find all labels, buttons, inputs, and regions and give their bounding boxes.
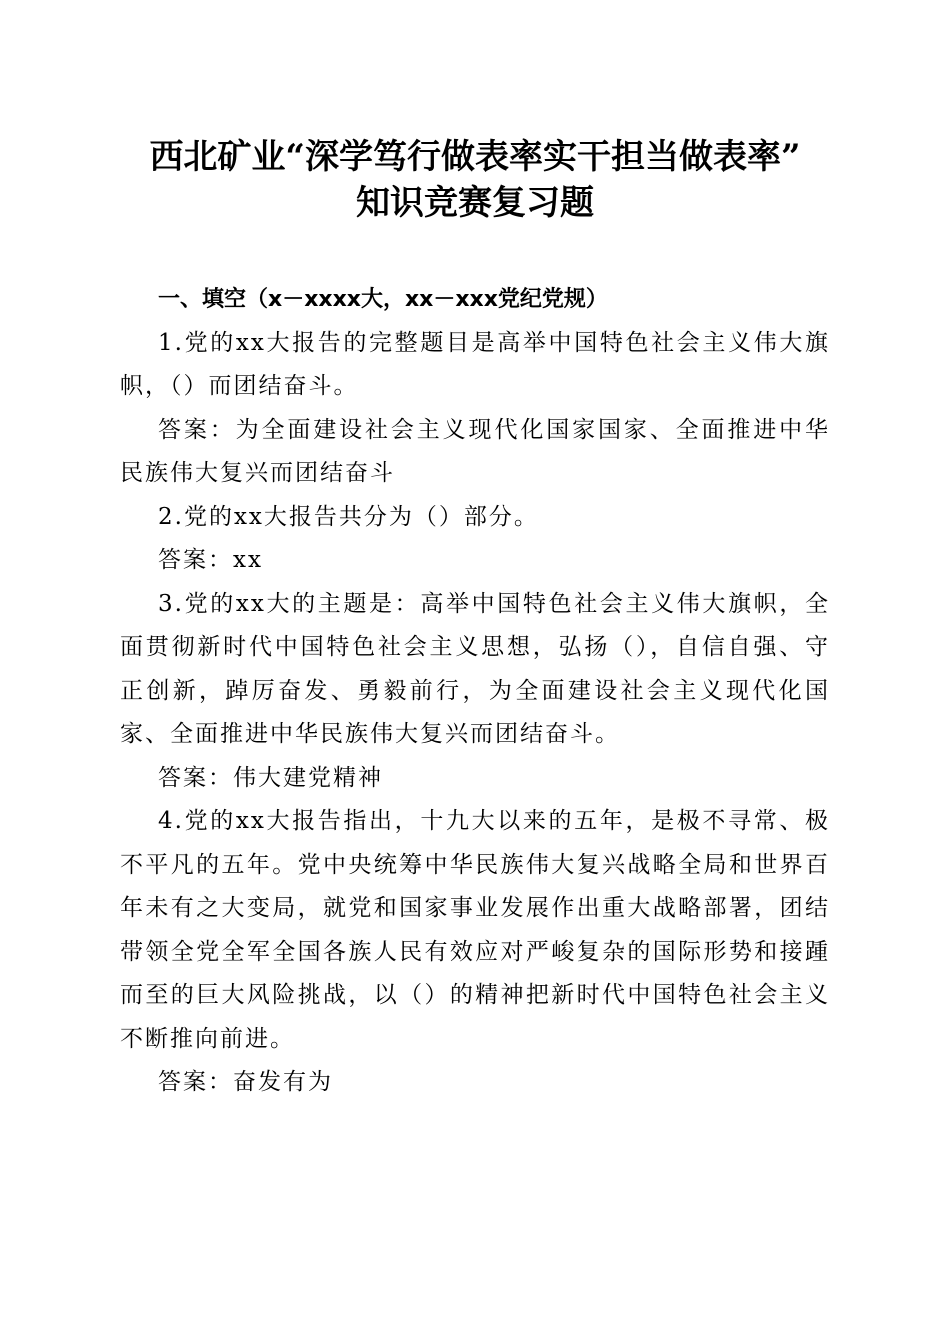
question-1: 1.党的xx大报告的完整题目是高举中国特色社会主义伟大旗帜，（）而团结奋斗。 xyxy=(120,329,830,399)
title-line-1: 西北矿业“深学笃行做表率实干担当做表率” xyxy=(149,137,801,177)
answer-4: 答案：奋发有为 xyxy=(158,1069,333,1095)
question-3: 3.党的xx大的主题是：高举中国特色社会主义伟大旗帜，全面贯彻新时代中国特色社会主义思想，弘扬（），自信自强、守正创新，踔厉奋发、勇毅前行，为全面建设社会主义现代化国家、全面推进中华民族伟大复兴而团结奋斗。 xyxy=(120,590,830,747)
answer-1: 答案：为全面建设社会主义现代化国家国家、全面推进中华民族伟大复兴而团结奋斗 xyxy=(120,416,830,486)
title-line-2: 知识竞赛复习题 xyxy=(356,183,594,223)
question-2: 2.党的xx大报告共分为（）部分。 xyxy=(158,503,539,530)
answer-2: 答案：xx xyxy=(158,547,263,573)
document-title xyxy=(60,134,890,226)
document-body xyxy=(120,278,830,1105)
answer-3: 答案：伟大建党精神 xyxy=(158,764,383,791)
section-heading: 一、填空（x－xxxx大，xx－xxx党纪党规） xyxy=(158,287,608,312)
question-4: 4.党的xx大报告指出，十九大以来的五年，是极不寻常、极不平凡的五年。党中央统筹中华民族伟大复兴战略全局和世界百年未有之大变局，就党和国家事业发展作出重大战略部署，团结带领全党全军全国各族人民有效应对严峻复杂的国际形势和接踵而至的巨大风险挑战，以（）的精神把新时代中国特色社会主义不断推向前进。 xyxy=(120,808,830,1052)
